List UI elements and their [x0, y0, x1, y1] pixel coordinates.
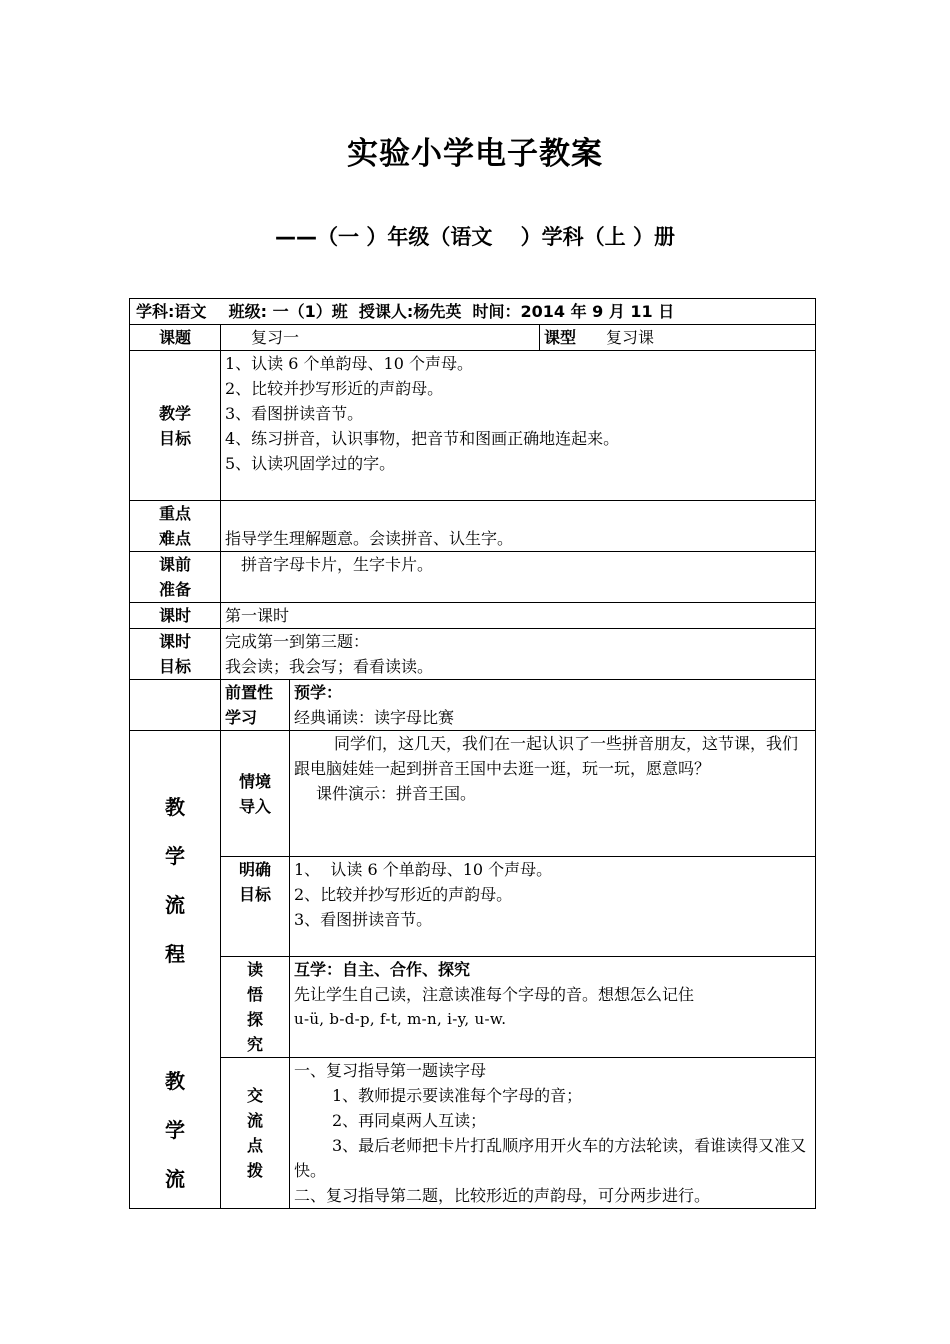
- clarify-content: 1、 认读 6 个单韵母、10 个声母。 2、比较并抄写形近的声韵母。 3、看图拼读音节。: [290, 857, 816, 957]
- lesson-plan-table: [129, 298, 816, 1209]
- flow-side-label: 教 学 流 程 教 学 流: [130, 731, 221, 1209]
- period-goal-row: [130, 629, 816, 680]
- goals-row: [130, 351, 816, 501]
- goal-item: 5、认读巩固学过的字。: [225, 454, 396, 473]
- pre-study-value: 预学： 经典诵读：读字母比赛: [290, 680, 816, 731]
- period-value: 第一课时: [221, 603, 816, 629]
- topic-label: 课题: [130, 325, 221, 351]
- lesson-type-value: 复习课: [606, 328, 655, 347]
- intro-row: [130, 731, 816, 857]
- info-row: [130, 299, 816, 325]
- prep-label: 课前 准备: [130, 552, 221, 603]
- pre-study-blank: [130, 680, 221, 731]
- clarify-row: [130, 857, 816, 957]
- goals-list: [221, 351, 816, 501]
- goal-item: 4、练习拼音，认识事物，把音节和图画正确地连起来。: [225, 429, 620, 448]
- prep-row: [130, 552, 816, 603]
- period-goal-value: 完成第一到第三题： 我会读；我会写；看看读读。: [221, 629, 816, 680]
- goal-item: 3、看图拼读音节。: [225, 404, 364, 423]
- period-label: 课时: [130, 603, 221, 629]
- intro-label: 情境 导入: [221, 731, 290, 857]
- topic-row: [130, 325, 816, 351]
- period-goal-label: 课时 目标: [130, 629, 221, 680]
- pre-study-label: 前置性 学习: [221, 680, 290, 731]
- explore-content: 互学：自主、合作、探究 先让学生自己读，注意读准每个字母的音。想想怎么记住 u-ü, b-d-p, f-t, m-n, i-y, u-w.: [290, 957, 816, 1058]
- explore-label: 读 悟 探 究: [221, 957, 290, 1058]
- prep-value: 拼音字母卡片，生字卡片。: [221, 552, 816, 603]
- exchange-content: 一、复习指导第一题读字母 1、教师提示要读准每个字母的音； 2、再同桌两人互读； 3、最后老师把卡片打乱顺序用开火车的方法轮读，看谁读得又准又快。 二、复习指导第二题，比较形近的声韵母，可分两步进行。: [290, 1058, 816, 1209]
- period-row: [130, 603, 816, 629]
- key-points-row: [130, 501, 816, 552]
- lesson-type-cell: [540, 325, 816, 351]
- pre-study-row: [130, 680, 816, 731]
- lesson-type-label: 课型: [544, 328, 577, 347]
- explore-row: [130, 957, 816, 1058]
- intro-content: 同学们，这几天，我们在一起认识了一些拼音朋友，这节课，我们跟电脑娃娃一起到拼音王国中去逛一逛，玩一玩，愿意吗？ 课件演示：拼音王国。: [290, 731, 816, 857]
- key-points-value: 指导学生理解题意。会读拼音、认生字。: [221, 501, 816, 552]
- goals-label: 教学 目标: [130, 351, 221, 501]
- topic-value: 复习一: [221, 325, 540, 351]
- clarify-label: 明确 目标: [221, 857, 290, 957]
- exchange-label: 交 流 点 拨: [221, 1058, 290, 1209]
- document-title: 实验小学电子教案: [347, 136, 603, 172]
- key-points-label: 重点 难点: [130, 501, 221, 552]
- goal-item: 1、认读 6 个单韵母、10 个声母。: [225, 354, 473, 373]
- goal-item: 2、比较并抄写形近的声韵母。: [225, 379, 444, 398]
- info-line: 学科:语文 班级: 一（1）班 授课人:杨先英 时间：2014 年 9 月 11 日: [130, 299, 816, 325]
- exchange-row: [130, 1058, 816, 1209]
- document-subtitle: ——（一 ）年级（语文 ）学科（上 ）册: [275, 225, 675, 249]
